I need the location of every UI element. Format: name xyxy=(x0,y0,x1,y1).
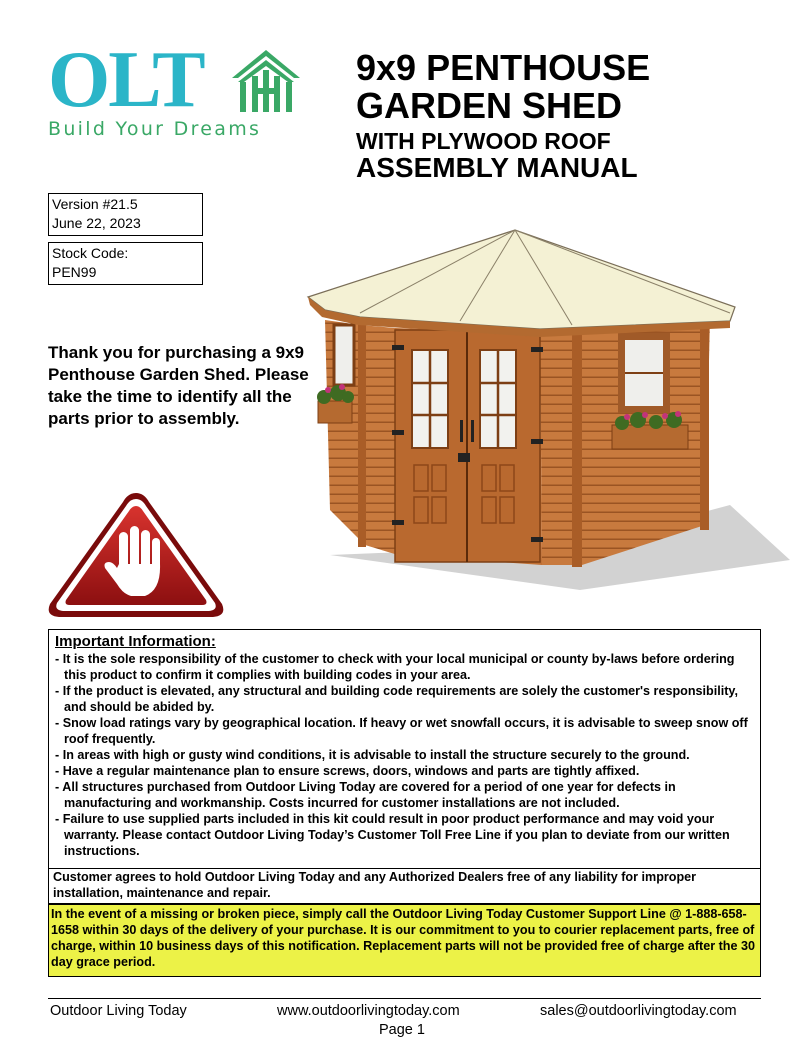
important-item: - If the product is elevated, any structural and building code requirements are solely the customer's responsibility, and should be abided by. xyxy=(55,684,738,714)
stock-code-box xyxy=(48,242,203,285)
intro-text: Thank you for purchasing a 9x9 Penthouse Garden Shed. Please take the time to identify all the parts prior to assembly. xyxy=(48,343,309,428)
important-item: - In areas with high or gusty wind conditions, it is advisable to install the structure securely to the ground. xyxy=(55,748,690,762)
logo-tagline: Build Your Dreams xyxy=(48,118,262,140)
stop-hand-icon xyxy=(45,490,227,620)
important-item: - It is the sole responsibility of the customer to check with your local municipal or county by-laws before ordering this product to confirm it complies with building codes in your area. xyxy=(55,652,735,682)
title-line-1: 9x9 PENTHOUSE xyxy=(356,47,651,88)
important-item: - Failure to use supplied parts included in this kit could result in poor product performance and may void your warranty. Please contact Outdoor Living Today’s Customer Toll Free Line if you plan to deviate from our written instructions. xyxy=(55,812,730,858)
garden-shed-illustration xyxy=(300,225,800,610)
liability-agreement: Customer agrees to hold Outdoor Living Today and any Authorized Dealers free of any liability for improper installation, maintenance and repair. xyxy=(48,868,761,904)
important-heading: Important Information: xyxy=(55,633,216,650)
house-roof-icon xyxy=(228,48,304,116)
title-line-4: ASSEMBLY MANUAL xyxy=(356,152,638,183)
footer-company: Outdoor Living Today xyxy=(50,1003,187,1019)
important-item: - Snow load ratings vary by geographical location. If heavy or wet snowfall occurs, it is advisable to sweep snow off roof frequently. xyxy=(55,716,748,746)
page-number: Page 1 xyxy=(379,1022,425,1038)
footer-divider xyxy=(48,998,761,999)
version-date: June 22, 2023 xyxy=(52,215,141,231)
important-info-box xyxy=(48,629,761,869)
missing-parts-notice: In the event of a missing or broken piece, simply call the Outdoor Living Today Customer Support Line @ 1-888-658-1658 within 30 days of the delivery of your purchase. It is our commitment to you to courier replacement parts, free of charge, within 10 business days of this notification. Replacement parts will not be provided free of charge after the 30 day grace period. xyxy=(48,904,761,977)
important-item: - Have a regular maintenance plan to ensure screws, doors, windows and parts are tightly affixed. xyxy=(55,764,640,778)
important-item: - All structures purchased from Outdoor Living Today are covered for a period of one year for defects in manufacturing and workmanship. Costs incurred for customer installations are not included. xyxy=(55,780,676,810)
footer-email-link[interactable]: sales@outdoorlivingtoday.com xyxy=(540,1003,737,1019)
version-number: Version #21.5 xyxy=(52,196,138,212)
stock-code-value: PEN99 xyxy=(52,264,97,280)
footer-website-link[interactable]: www.outdoorlivingtoday.com xyxy=(277,1003,460,1019)
logo-text: OLT xyxy=(48,36,204,124)
stock-code-label: Stock Code: xyxy=(52,245,129,261)
olt-logo xyxy=(48,36,310,146)
title-line-2: GARDEN SHED xyxy=(356,85,623,126)
version-box xyxy=(48,193,203,236)
title-line-3: WITH PLYWOOD ROOF xyxy=(356,128,611,154)
